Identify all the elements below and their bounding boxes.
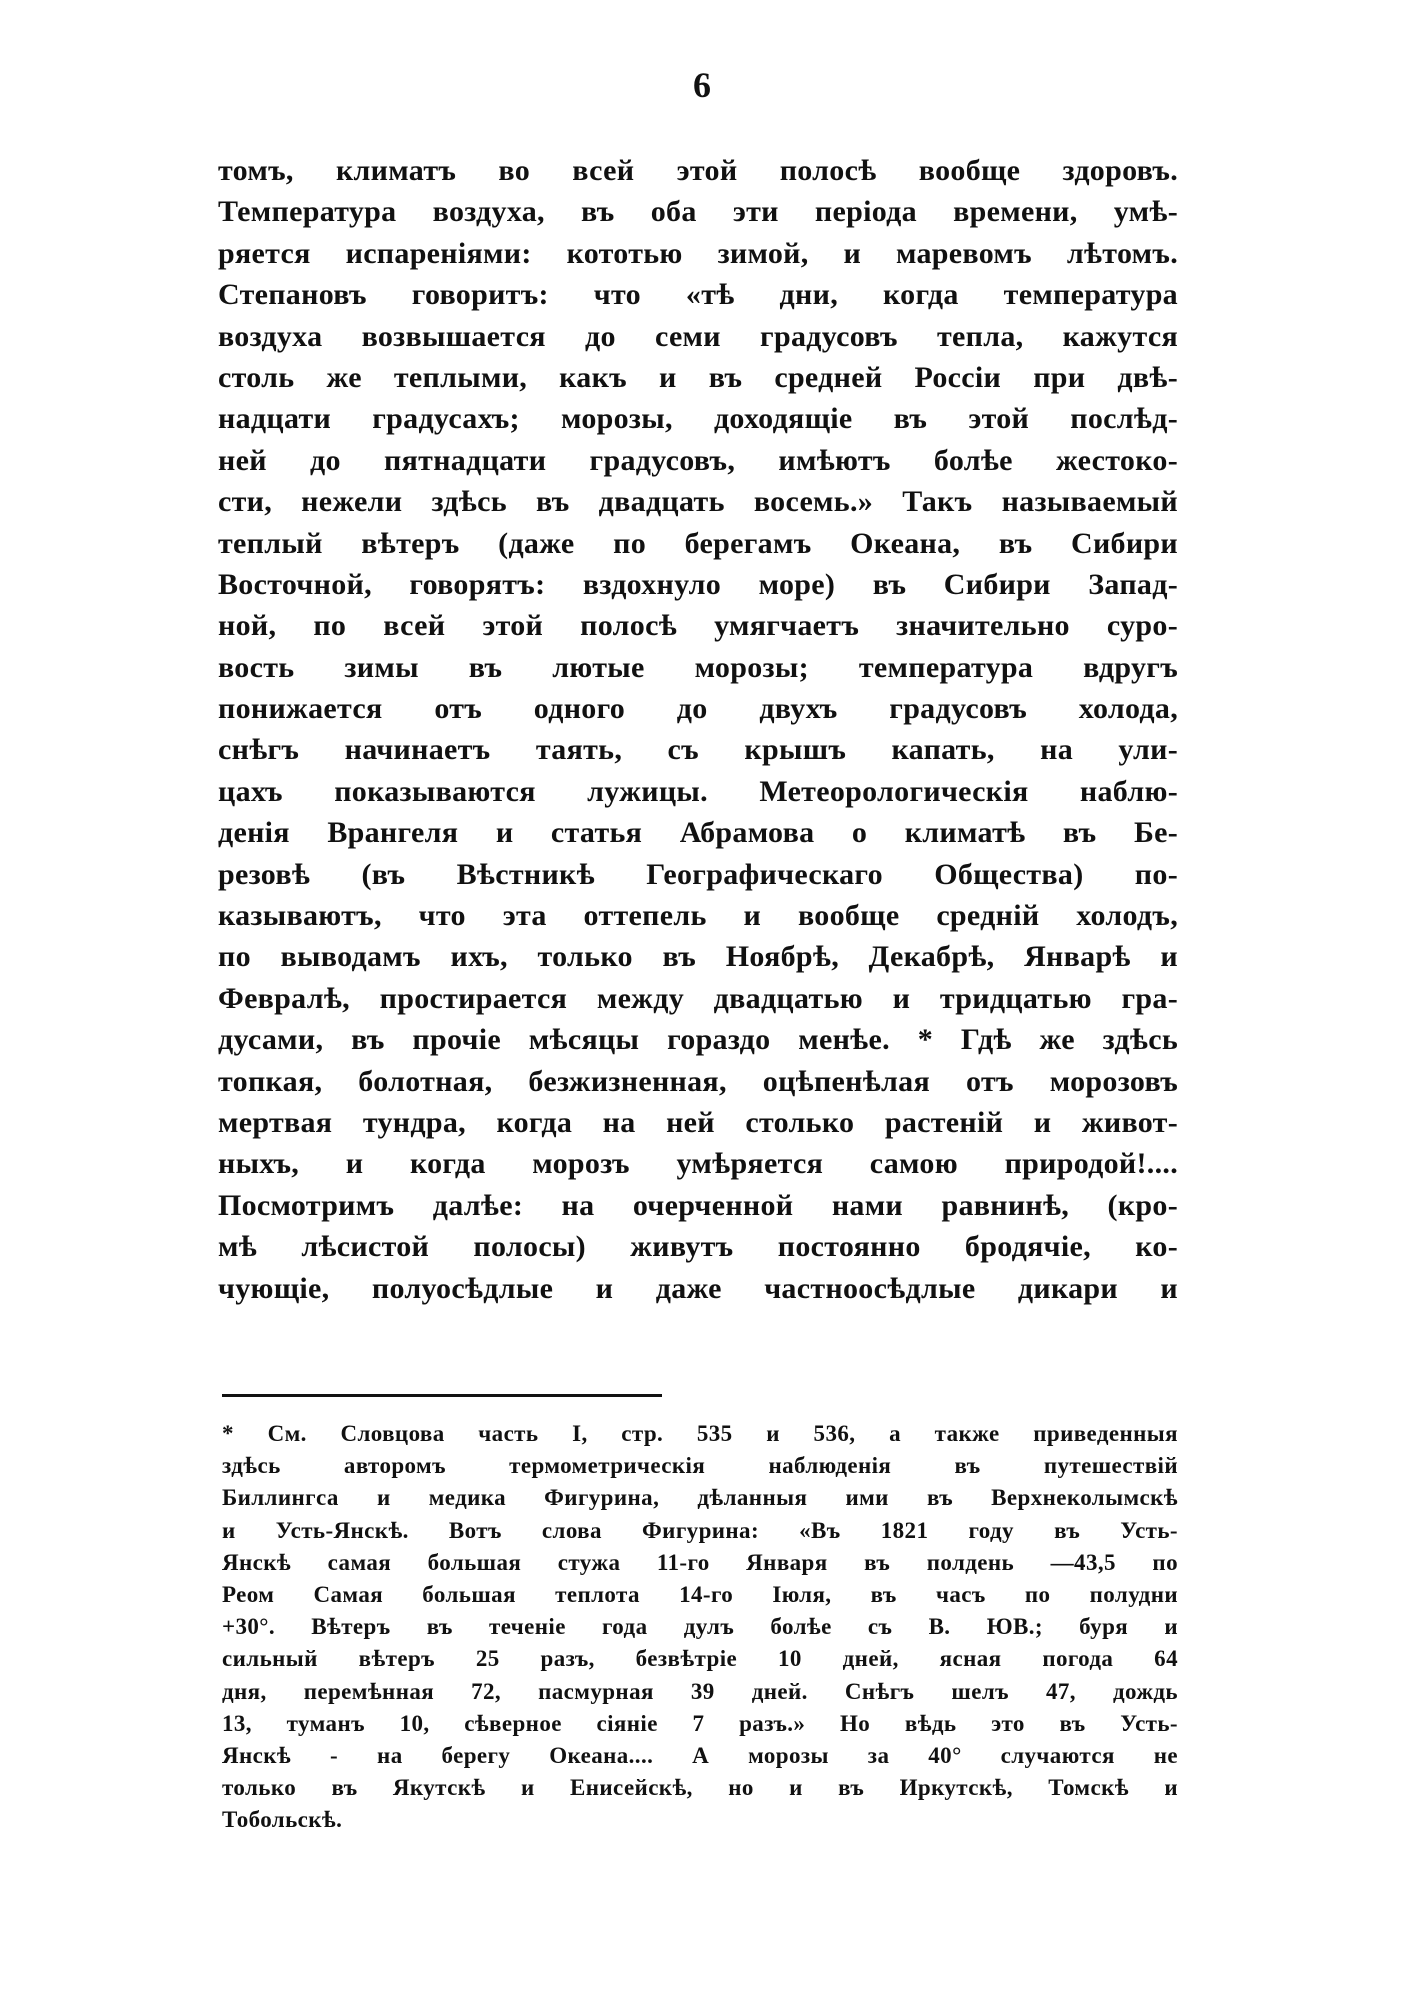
footnote-separator [222,1394,662,1397]
body-line-11: Восточной, говорятъ: вздохнуло море) въ Сибири Запад- [218,567,1178,601]
body-line-16: цахъ показываются лужицы. Метеорологическія наблю- [218,774,1178,808]
body-line-21: Февралѣ, простирается между двадцатью и тридцатью гра- [218,981,1178,1015]
body-line-13: вость зимы въ лютые морозы; температура вдругъ [218,650,1178,684]
page-number: 6 [693,65,711,105]
body-line-20: по выводамъ ихъ, только въ Ноябрѣ, Декабрѣ, Январѣ и [218,940,1178,974]
footnote-line-13: Тобольскѣ. [222,1807,343,1833]
body-line-1: томъ, климатъ во всей этой полосѣ вообще здоровъ. [218,154,1178,187]
body-line-25: ныхъ, и когда морозъ умѣряется самою природой!.... [218,1147,1178,1181]
body-line-4: Степановъ говоритъ: что «тѣ дни, когда температура [218,278,1178,312]
body-line-8: ней до пятнадцати градусовъ, имѣютъ болѣе жестоко- [218,443,1178,477]
footnote-line-9: дня, перемѣнная 72, пасмурная 39 дней. Снѣгъ шелъ 47, дождь [222,1678,1178,1704]
body-line-7: надцати градусахъ; морозы, доходящіе въ этой послѣд- [218,402,1178,436]
footnote-line-11: Янскѣ - на берегу Океана.... А морозы за 40° случаются не [222,1742,1178,1768]
footnote-line-1: * См. Словцова часть I, стр. 535 и 536, а также приведенныя [222,1421,1178,1446]
body-line-19: казываютъ, что эта оттепель и вообще средній холодъ, [218,899,1178,933]
body-line-24: мертвая тундра, когда на ней столько растеній и живот- [218,1105,1178,1139]
body-line-15: снѣгъ начинаетъ таять, съ крышъ капать, на ули- [218,733,1178,767]
body-line-28: чующіе, полуосѣдлые и даже частноосѣдлые дикари и [218,1271,1178,1305]
footnote-line-5: Янскѣ самая большая стужа 11-го Января въ полдень —43,5 по [222,1549,1178,1575]
footnote-line-8: сильный вѣтеръ 25 разъ, безвѣтріе 10 дней, ясная погода 64 [222,1646,1178,1672]
footnote-line-10: 13, туманъ 10, сѣверное сіяніе 7 разъ.» Но вѣдь это въ Усть- [222,1710,1178,1736]
body-line-17: денія Врангеля и статья Абрамова о климатѣ въ Бе- [218,816,1178,850]
footnote-line-3: Биллингса и медика Фигурина, дѣланныя ими въ Верхнеколымскѣ [222,1485,1178,1511]
body-line-18: резовѣ (въ Вѣстникѣ Географическаго Общества) по- [218,857,1178,891]
footnote-line-12: только въ Якутскѣ и Енисейскѣ, но и въ Иркутскѣ, Томскѣ и [222,1775,1178,1801]
footnote-line-4: и Усть-Янскѣ. Вотъ слова Фигурина: «Въ 1821 году въ Усть- [222,1517,1178,1543]
body-line-27: мѣ лѣсистой полосы) живутъ постоянно бродячіе, ко- [218,1230,1178,1264]
footnote [222,1418,1178,1836]
footnote-line-6: Реом Самая большая теплота 14-го Іюля, въ часъ по полудни [222,1581,1178,1607]
body-line-23: топкая, болотная, безжизненная, оцѣпенѣлая отъ морозовъ [218,1064,1178,1098]
body-line-6: столь же теплыми, какъ и въ средней Россіи при двѣ- [218,360,1178,394]
body-line-2: Температура воздуха, въ оба эти періода времени, умѣ- [218,195,1178,229]
footnote-line-2: здѣсь авторомъ термометрическія наблюденія въ путешествій [222,1453,1178,1479]
body-line-9: сти, нежели здѣсь въ двадцать восемь.» Такъ называемый [218,485,1178,519]
body-line-26: Посмотримъ далѣе: на очерченной нами равнинѣ, (кро- [218,1188,1178,1222]
body-line-22: дусами, въ прочіе мѣсяцы гораздо менѣе. * Гдѣ же здѣсь [218,1023,1178,1057]
body-line-3: ряется испареніями: кототью зимой, и маревомъ лѣтомъ. [218,236,1178,270]
body-line-5: воздуха возвышается до семи градусовъ тепла, кажутся [218,319,1178,353]
footnote-line-7: +30°. Вѣтеръ въ теченіе года дулъ болѣе съ В. ЮВ.; буря и [222,1614,1178,1640]
body-line-10: теплый вѣтеръ (даже по берегамъ Океана, въ Сибири [218,526,1178,560]
main-text [218,150,1178,1309]
body-line-12: ной, по всей этой полосѣ умягчаетъ значительно суро- [218,609,1178,643]
body-line-14: понижается отъ одного до двухъ градусовъ холода, [218,692,1178,726]
